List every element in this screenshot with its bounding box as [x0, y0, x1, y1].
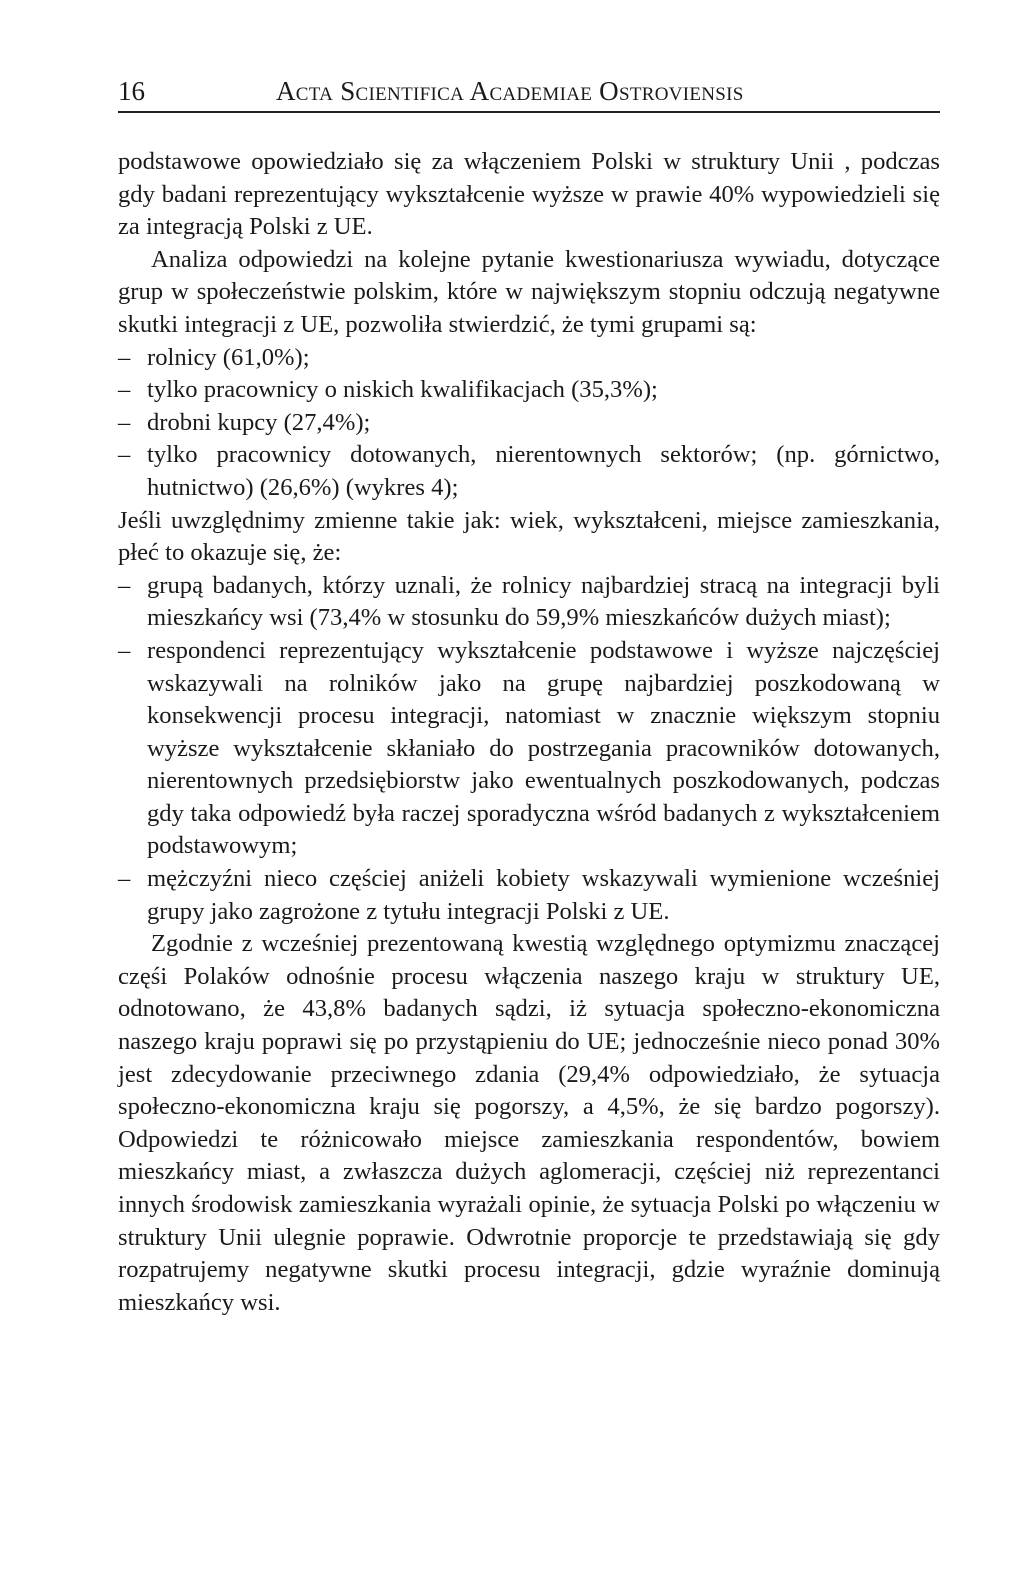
list-item-text: tylko pracownicy o niskich kwalifikacjach (35,3%);	[147, 376, 658, 404]
list-item	[118, 439, 940, 504]
list-item	[118, 407, 940, 440]
dash-bullet: –	[118, 571, 131, 599]
journal-title: Acta Scientifica Academiae Ostroviensis	[276, 76, 744, 106]
list-item-text: tylko pracownicy dotowanych, nierentownych sektorów; (np. górnictwo, hutnictwo) (26,6%) (wykres 4);	[147, 441, 940, 501]
list-item-text: mężczyźni nieco częściej aniżeli kobiety wskazywali wymienione wcześniej grupy jako zagrożone z tytułu integracji Polski z UE.	[147, 865, 940, 925]
dash-bullet: –	[118, 441, 131, 469]
list-item-text: drobni kupcy (27,4%);	[147, 408, 371, 436]
dash-bullet: –	[118, 408, 131, 436]
page-number: 16	[118, 76, 145, 106]
list-item-text: respondenci reprezentujący wykształcenie podstawowe i wyższe najczęściej wskazywali na rolników jako na grupę najbardziej poszkodowaną w konsekwencji procesu integracji, natomiast w znacznie większym stopniu wyższe wykształcenie skłaniało do postrzegania pracowników dotowanych, nierentownych przedsiębiorstw jako ewentualnych poszkodowanych, podczas gdy taka odpowiedź była raczej sporadyczna wśród badanych z wykształceniem podstawowym;	[147, 636, 940, 860]
paragraph-2: Analiza odpowiedzi na kolejne pytanie kwestionariusza wywiadu, dotyczące grup w społeczeństwie polskim, które w największym stopniu odczują negatywne skutki integracji z UE, pozwoliła stwierdzić, że tymi grupami są:	[118, 245, 940, 338]
list-item	[118, 374, 940, 407]
paragraph-3: Jeśli uwzględnimy zmienne takie jak: wiek, wykształceni, miejsce zamieszkania, płeć to okazuje się, że:	[118, 506, 940, 567]
body-text	[118, 146, 940, 1319]
dash-bullet: –	[118, 636, 131, 664]
list-item	[118, 635, 940, 863]
paragraph-4: Zgodnie z wcześniej prezentowaną kwestią względnego optymizmu znaczącej częśi Polaków odnośnie procesu włączenia naszego kraju w struktury UE, odnotowano, że 43,8% badanych sądzi, iż sytuacja społeczno-ekonomiczna naszego kraju poprawi się po przystąpieniu do UE; jednocześnie nieco ponad 30% jest zdecydowanie przeciwnego zdania (29,4% odpowiedziało, że sytuacja społeczno-ekonomiczna kraju się pogorszy, a 4,5%, że się bardzo pogorszy). Odpowiedzi te różnicowało miejsce zamieszkania respondentów, bowiem mieszkańcy miast, a zwłaszcza dużych aglomeracji, częściej niż reprezentanci innych środowisk zamieszkania wyrażali opinie, że sytuacja Polski po włączeniu w struktury Unii ulegnie poprawie. Odwrotnie proporcje te przedstawiają się gdy rozpatrujemy negatywne skutki procesu integracji, gdzie wyraźnie dominują mieszkańcy wsi.	[118, 930, 940, 1316]
dash-bullet: –	[118, 376, 131, 404]
list-item	[118, 570, 940, 635]
list-item	[118, 863, 940, 928]
list-item-text: rolnicy (61,0%);	[147, 343, 310, 371]
findings-list	[118, 570, 940, 929]
dash-bullet: –	[118, 343, 131, 371]
running-header	[118, 74, 940, 108]
dash-bullet: –	[118, 865, 131, 893]
list-item	[118, 342, 940, 375]
list-item-text: grupą badanych, którzy uznali, że rolnicy najbardziej stracą na integracji byli mieszkańcy wsi (73,4% w stosunku do 59,9% mieszkańców dużych miast);	[147, 571, 940, 632]
paragraph-1: podstawowe opowiedziało się za włączeniem Polski w struktury Unii , podczas gdy badani reprezentujący wykształcenie wyższe w prawie 40% wypowiedzieli się za integracją Polski z UE.	[118, 148, 940, 241]
groups-list	[118, 342, 940, 505]
header-rule	[118, 111, 940, 113]
